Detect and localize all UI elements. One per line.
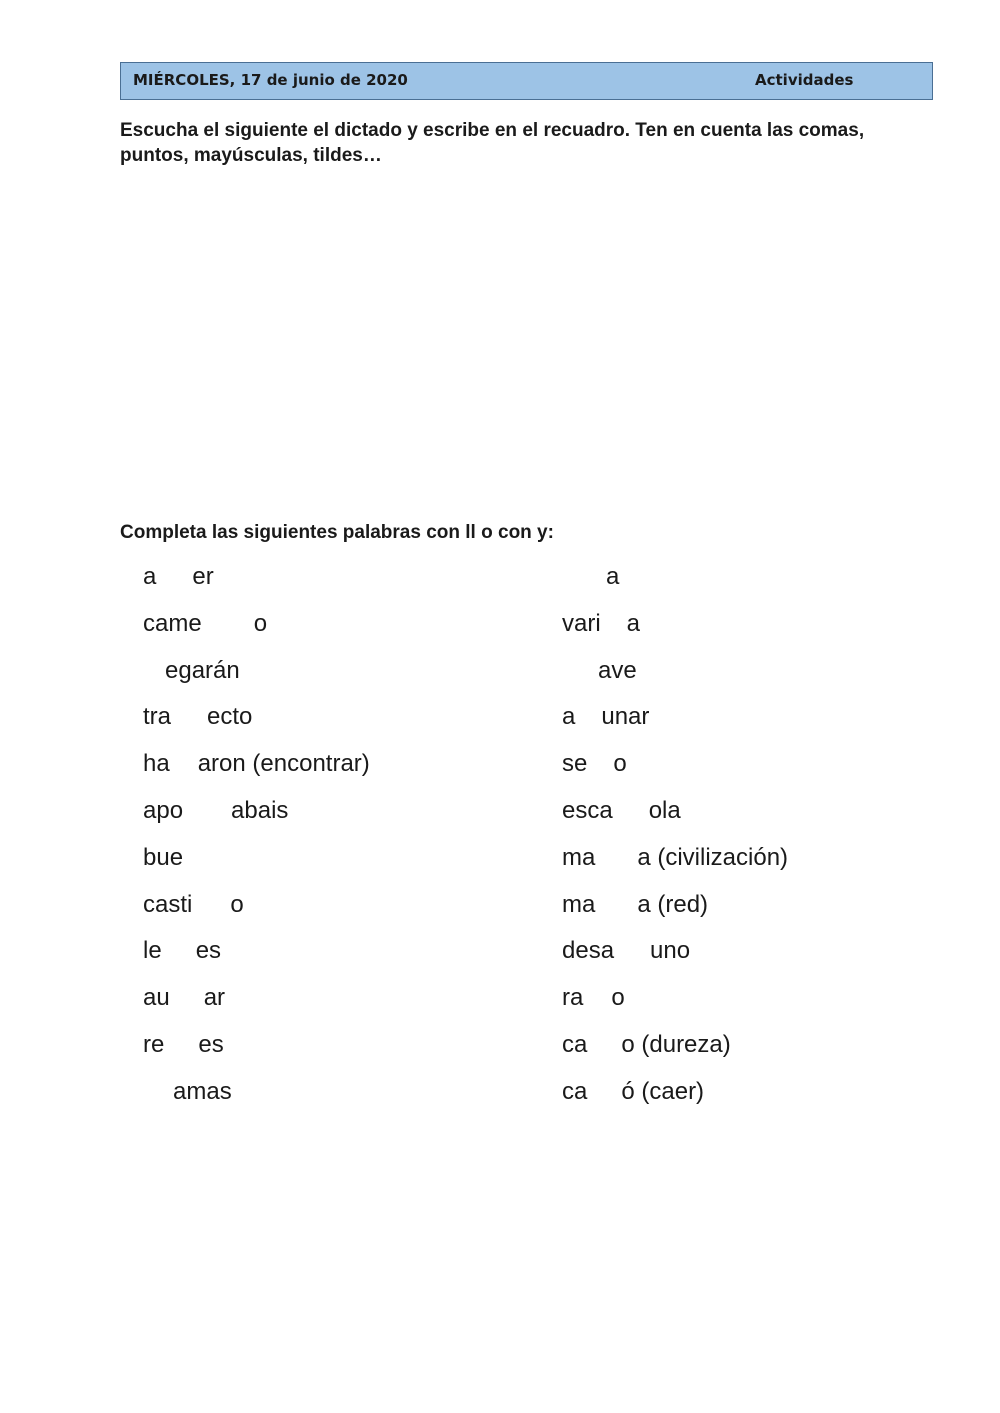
- word-prefix: vari: [562, 609, 601, 637]
- word-suffix: egarán: [165, 656, 240, 684]
- left_column-word-3: [143, 657, 240, 685]
- word-prefix: re: [143, 1031, 165, 1058]
- blank-field[interactable]: [562, 567, 606, 591]
- word-prefix: bue: [143, 843, 184, 871]
- left_column-word-2: [143, 610, 267, 638]
- right_column-word-3: [562, 657, 637, 685]
- blank-field[interactable]: [170, 754, 198, 778]
- word-suffix: o: [613, 750, 627, 778]
- header-bar: [120, 62, 933, 100]
- word-suffix: es: [198, 1031, 224, 1058]
- right_column-word-9: [562, 937, 690, 965]
- blank-field[interactable]: [171, 707, 207, 731]
- blank-field[interactable]: [164, 1035, 198, 1059]
- word-prefix: esca: [562, 797, 613, 824]
- left_column-word-9: [143, 937, 221, 965]
- blank-field[interactable]: [601, 614, 627, 638]
- right_column-word-12: [562, 1078, 704, 1106]
- left_column-word-4: [143, 703, 252, 731]
- blank-field[interactable]: [587, 1082, 621, 1106]
- left_column-word-5: [143, 750, 370, 778]
- word-prefix: ma: [562, 890, 596, 918]
- word-prefix: desa: [562, 937, 615, 965]
- blank-field[interactable]: [170, 988, 204, 1012]
- word-prefix: ca: [562, 1031, 588, 1058]
- header-date: MIÉRCOLES, 17 de junio de 2020: [133, 71, 408, 89]
- blank-field[interactable]: [156, 567, 192, 591]
- word-prefix: le: [143, 937, 162, 965]
- word-suffix: er: [192, 563, 214, 590]
- right_column-word-8: [562, 891, 708, 919]
- word-prefix: came: [143, 609, 202, 637]
- right_column-word-4: [562, 703, 649, 731]
- blank-field[interactable]: [575, 707, 601, 731]
- word-suffix: o: [230, 890, 244, 918]
- word-suffix: o: [611, 984, 625, 1012]
- word-prefix: casti: [143, 890, 193, 918]
- left_column-word-6: [143, 797, 288, 825]
- word-suffix: abais: [231, 797, 289, 824]
- left_column-word-7: [143, 844, 183, 872]
- word-prefix: tra: [143, 703, 172, 731]
- word-prefix: ra: [562, 984, 584, 1012]
- word-suffix: ola: [648, 797, 681, 824]
- blank-field[interactable]: [562, 661, 598, 685]
- word-suffix: a: [606, 563, 620, 590]
- word-suffix: a (red): [637, 890, 709, 918]
- right_column-word-11: [562, 1031, 731, 1059]
- blank-field[interactable]: [162, 941, 196, 965]
- word-suffix: aron (encontrar): [197, 750, 370, 778]
- word-suffix: ave: [598, 656, 637, 684]
- right_column-word-7: [562, 844, 788, 872]
- word-suffix: amas: [173, 1077, 232, 1105]
- left_column-word-11: [143, 1031, 224, 1059]
- blank-field[interactable]: [143, 661, 165, 685]
- word-prefix: au: [143, 984, 170, 1012]
- word-suffix: a: [626, 609, 641, 637]
- word-prefix: a: [562, 703, 576, 731]
- left_column-word-12: [143, 1078, 232, 1106]
- word-suffix: unar: [601, 703, 650, 731]
- instructions: Escucha el siguiente el dictado y escribe en el recuadro. Ten en cuenta las comas, puntos, mayúsculas, tildes…: [120, 120, 865, 166]
- blank-field[interactable]: [587, 754, 613, 778]
- dictation-answer-box[interactable]: [120, 180, 930, 500]
- blank-field[interactable]: [143, 1082, 173, 1106]
- word-prefix: se: [562, 750, 588, 778]
- right_column-word-5: [562, 750, 627, 778]
- word-suffix: o: [253, 609, 268, 637]
- blank-field[interactable]: [202, 614, 254, 638]
- word-suffix: a (civilización): [637, 843, 789, 871]
- right_column-word-1: [562, 563, 619, 591]
- word-prefix: apo: [143, 797, 184, 824]
- left_column-word-8: [143, 891, 244, 919]
- word-prefix: a: [143, 563, 157, 590]
- word-suffix: o (dureza): [621, 1031, 731, 1058]
- word-suffix: uno: [650, 937, 691, 965]
- blank-field[interactable]: [614, 941, 650, 965]
- blank-field[interactable]: [613, 801, 649, 825]
- blank-field[interactable]: [595, 895, 637, 919]
- left_column-word-10: [143, 984, 225, 1012]
- blank-field[interactable]: [587, 1035, 621, 1059]
- blank-field[interactable]: [183, 801, 231, 825]
- blank-field[interactable]: [595, 848, 637, 872]
- word-suffix: es: [195, 937, 222, 965]
- left_column-word-1: [143, 563, 214, 591]
- blank-field[interactable]: [192, 895, 230, 919]
- header-section: Actividades: [755, 71, 854, 89]
- word-suffix: ecto: [207, 703, 253, 731]
- exercise-title: Completa las siguientes palabras con ll o con y:: [120, 522, 554, 543]
- word-prefix: ma: [562, 843, 596, 871]
- right_column-word-6: [562, 797, 681, 825]
- word-prefix: ha: [143, 750, 170, 778]
- blank-field[interactable]: [583, 988, 611, 1012]
- word-prefix: ca: [562, 1077, 588, 1105]
- right_column-word-10: [562, 984, 625, 1012]
- right_column-word-2: [562, 610, 640, 638]
- word-suffix: ar: [203, 984, 226, 1012]
- word-suffix: ó (caer): [621, 1077, 705, 1105]
